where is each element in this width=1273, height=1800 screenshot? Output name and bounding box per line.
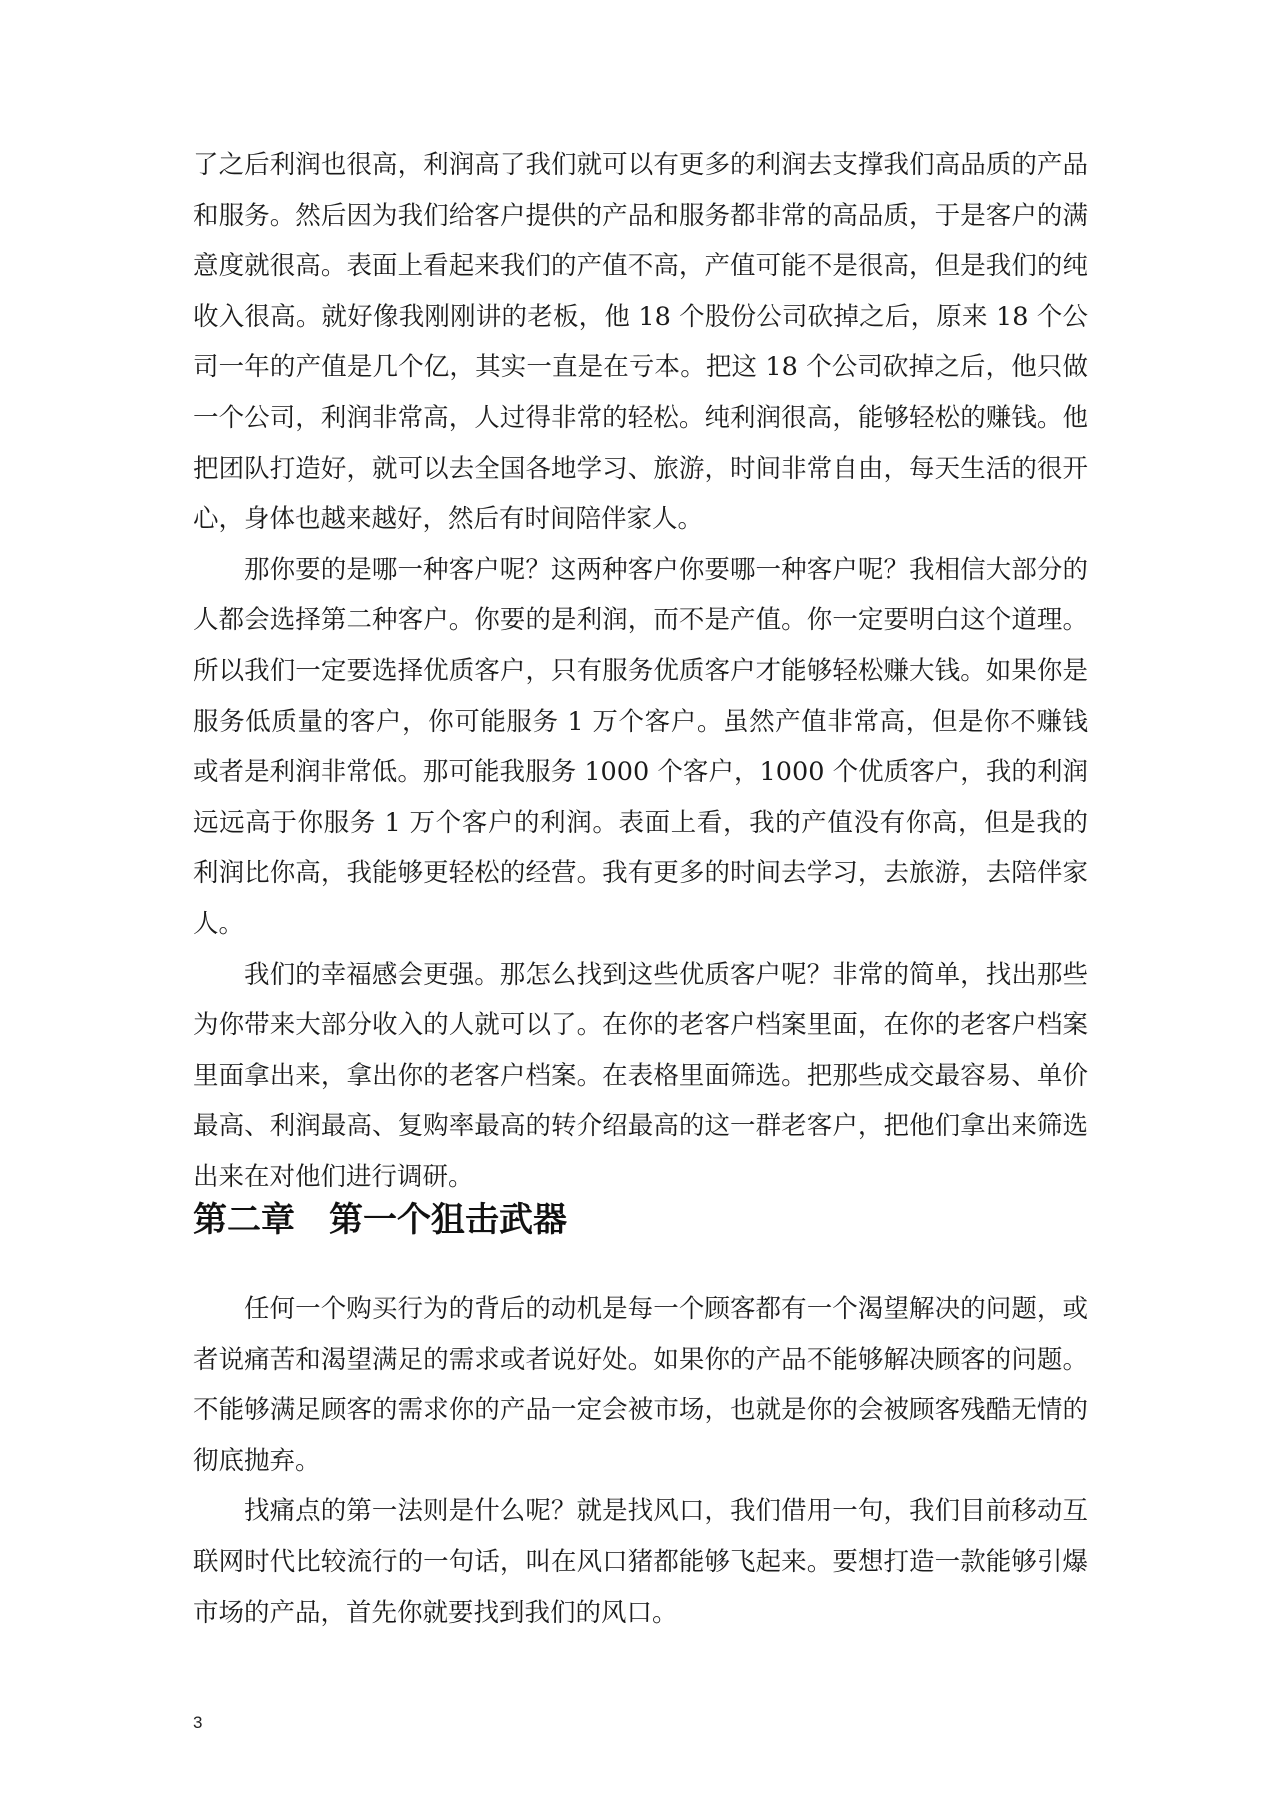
paragraph-customer-choice: 那你要的是哪一种客户呢？这两种客户你要哪一种客户呢？我相信大部分的人都会选择第二种客户。你要的是利润，而不是产值。你一定要明白这个道理。所以我们一定要选择优质客户，只有服务优质客户才能够轻松赚大钱。如果你是服务低质量的客户，你可能服务 1 万个客户。虽然产值非常高，但是你不赚钱或者是利润非常低。那可能我服务 1000 个客户，1000 个优质客户，我的利润远远高于你服务 1 万个客户的利润。表面上看，我的产值没有你高，但是我的利润比你高，我能够更轻松的经营。我有更多的时间去学习，去旅游，去陪伴家人。 — [193, 554, 1088, 939]
text-block-bottom — [193, 1284, 1088, 1638]
paragraph-continued: 了之后利润也很高，利润高了我们就可以有更多的利润去支撑我们高品质的产品和服务。然后因为我们给客户提供的产品和服务都非常的高品质，于是客户的满意度就很高。表面上看起来我们的产值不高，产值可能不是很高，但是我们的纯收入很高。就好像我刚刚讲的老板，他 18 个股份公司砍掉之后，原来 18 个公司一年的产值是几个亿，其实一直是在亏本。把这 18 个公司砍掉之后，他只做一个公司，利润非常高，人过得非常的轻松。纯利润很高，能够轻松的赚钱。他把团队打造好，就可以去全国各地学习、旅游，时间非常自由，每天生活的很开心，身体也越来越好，然后有时间陪伴家人。 — [193, 150, 1088, 535]
chapter-number: 第二章 — [193, 1200, 295, 1240]
chapter-title: 第一个狙击武器 — [329, 1200, 567, 1240]
page-number: 3 — [193, 1713, 203, 1732]
text-block-top — [193, 140, 1088, 1202]
paragraph-find-pain-point: 找痛点的第一法则是什么呢？就是找风口，我们借用一句，我们目前移动互联网时代比较流行的一句话，叫在风口猪都能够飞起来。要想打造一款能够引爆市场的产品，首先你就要找到我们的风口。 — [193, 1496, 1088, 1628]
chapter-heading — [193, 1200, 1088, 1240]
paragraph-purchase-motivation: 任何一个购买行为的背后的动机是每一个顾客都有一个渴望解决的问题，或者说痛苦和渴望满足的需求或者说好处。如果你的产品不能够解决顾客的问题。不能够满足顾客的需求你的产品一定会被市场，也就是你的会被顾客残酷无情的彻底抛弃。 — [193, 1294, 1088, 1476]
paragraph-find-quality-customers: 我们的幸福感会更强。那怎么找到这些优质客户呢？非常的简单，找出那些为你带来大部分收入的人就可以了。在你的老客户档案里面，在你的老客户档案里面拿出来，拿出你的老客户档案。在表格里面筛选。把那些成交最容易、单价最高、利润最高、复购率最高的转介绍最高的这一群老客户，把他们拿出来筛选出来在对他们进行调研。 — [193, 959, 1088, 1192]
